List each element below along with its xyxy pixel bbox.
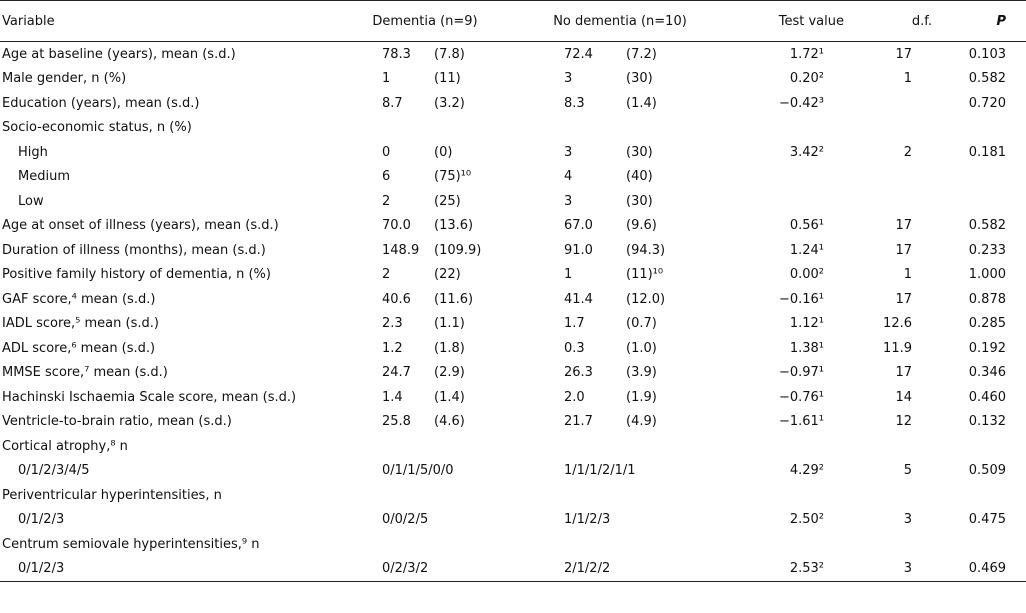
row-test-value bbox=[720, 165, 844, 190]
row-df: 5 bbox=[903, 463, 912, 479]
header-dementia: Dementia (n=9) bbox=[372, 13, 478, 29]
row-nodem-cell bbox=[520, 557, 720, 582]
row-df: 1 bbox=[903, 267, 912, 283]
row-nodem-sd: (7.2) bbox=[626, 46, 657, 62]
row-dem-sd: (3.2) bbox=[434, 95, 465, 111]
row-dem-cell bbox=[330, 67, 520, 92]
row-dem-cell bbox=[330, 140, 520, 165]
row-nodem-value: 2.0 bbox=[564, 389, 585, 405]
row-dem-cell bbox=[330, 238, 520, 263]
row-dem-sd: (2.9) bbox=[434, 365, 465, 381]
row-variable: 0/1/2/3/4/5 bbox=[18, 463, 90, 479]
row-nodem-value: 3 bbox=[564, 144, 573, 160]
row-dem-cell bbox=[330, 434, 520, 459]
row-dem-value: 0/2/3/2 bbox=[382, 561, 429, 577]
row-dem-value: 1.4 bbox=[382, 389, 403, 405]
row-nodem-cell bbox=[520, 263, 720, 288]
table-row bbox=[0, 312, 1026, 337]
header-p: P bbox=[996, 13, 1006, 29]
header-no-dementia: No dementia (n=10) bbox=[553, 13, 687, 29]
row-dem-cell bbox=[330, 459, 520, 484]
row-test-value: 1.12¹ bbox=[789, 316, 824, 332]
header-df: d.f. bbox=[911, 13, 932, 29]
row-dem-value: 148.9 bbox=[382, 242, 420, 258]
row-dem-value: 6 bbox=[382, 169, 391, 185]
row-dem-cell bbox=[330, 410, 520, 435]
row-nodem-cell bbox=[520, 214, 720, 239]
row-test-value bbox=[720, 189, 844, 214]
row-test-value: 0.00² bbox=[789, 267, 824, 283]
row-dem-sd: (7.8) bbox=[434, 46, 465, 62]
row-dem-sd: (0) bbox=[434, 144, 453, 160]
row-dem-cell bbox=[330, 91, 520, 116]
row-df: 12.6 bbox=[883, 316, 912, 332]
table-row bbox=[0, 459, 1026, 484]
row-dem-sd: (11) bbox=[434, 71, 461, 87]
row-dem-value: 2 bbox=[382, 193, 391, 209]
row-nodem-sd: (1.4) bbox=[626, 95, 657, 111]
row-dem-cell bbox=[330, 532, 520, 557]
row-nodem-sd: (4.9) bbox=[626, 414, 657, 430]
row-nodem-cell bbox=[520, 42, 720, 67]
row-nodem-cell bbox=[520, 508, 720, 533]
row-variable: GAF score,⁴ mean (s.d.) bbox=[2, 291, 156, 307]
row-variable: Periventricular hyperintensities, n bbox=[2, 487, 222, 503]
row-p bbox=[932, 532, 1026, 557]
row-dem-value: 8.7 bbox=[382, 95, 403, 111]
row-nodem-value: 41.4 bbox=[564, 291, 593, 307]
row-p: 0.469 bbox=[968, 561, 1006, 577]
row-nodem-value: 67.0 bbox=[564, 218, 593, 234]
row-variable: 0/1/2/3 bbox=[18, 561, 65, 577]
row-nodem-value: 4 bbox=[564, 169, 573, 185]
row-test-value: −0.42³ bbox=[778, 95, 824, 111]
row-variable: 0/1/2/3 bbox=[18, 512, 65, 528]
row-dem-cell bbox=[330, 189, 520, 214]
row-df bbox=[844, 434, 932, 459]
row-dem-cell bbox=[330, 42, 520, 67]
row-nodem-sd: (1.0) bbox=[626, 340, 657, 356]
row-nodem-cell bbox=[520, 532, 720, 557]
table-row bbox=[0, 557, 1026, 582]
row-dem-sd: (22) bbox=[434, 267, 461, 283]
row-df: 17 bbox=[895, 218, 912, 234]
row-test-value bbox=[720, 434, 844, 459]
row-test-value: 0.20² bbox=[789, 71, 824, 87]
row-p: 0.285 bbox=[968, 316, 1006, 332]
row-nodem-cell bbox=[520, 483, 720, 508]
table-row bbox=[0, 336, 1026, 361]
row-nodem-cell bbox=[520, 361, 720, 386]
row-nodem-cell bbox=[520, 410, 720, 435]
row-dem-value: 2.3 bbox=[382, 316, 403, 332]
row-dem-value: 1.2 bbox=[382, 340, 403, 356]
row-nodem-cell bbox=[520, 91, 720, 116]
row-nodem-cell bbox=[520, 165, 720, 190]
row-dem-sd: (1.8) bbox=[434, 340, 465, 356]
row-nodem-value: 91.0 bbox=[564, 242, 593, 258]
row-nodem-value: 2/1/2/2 bbox=[564, 561, 611, 577]
row-dem-sd: (1.4) bbox=[434, 389, 465, 405]
row-nodem-sd: (9.6) bbox=[626, 218, 657, 234]
row-nodem-cell bbox=[520, 67, 720, 92]
row-df bbox=[844, 165, 932, 190]
row-nodem-sd: (30) bbox=[626, 71, 653, 87]
row-p bbox=[932, 434, 1026, 459]
row-nodem-sd: (94.3) bbox=[626, 242, 666, 258]
row-variable: Duration of illness (months), mean (s.d.) bbox=[2, 242, 266, 258]
header-variable: Variable bbox=[2, 13, 55, 29]
table-row bbox=[0, 67, 1026, 92]
row-test-value bbox=[720, 532, 844, 557]
row-dem-value: 24.7 bbox=[382, 365, 411, 381]
row-dem-sd: (25) bbox=[434, 193, 461, 209]
row-variable: Hachinski Ischaemia Scale score, mean (s.d.) bbox=[2, 389, 297, 405]
row-dem-value: 2 bbox=[382, 267, 391, 283]
table-row bbox=[0, 385, 1026, 410]
row-dem-cell bbox=[330, 116, 520, 141]
row-nodem-sd: (30) bbox=[626, 193, 653, 209]
row-test-value bbox=[720, 116, 844, 141]
row-df bbox=[844, 91, 932, 116]
row-nodem-value: 72.4 bbox=[564, 46, 593, 62]
row-variable: Socio-economic status, n (%) bbox=[2, 120, 192, 136]
row-test-value: 1.24¹ bbox=[789, 242, 824, 258]
row-nodem-value: 3 bbox=[564, 193, 573, 209]
table-row bbox=[0, 214, 1026, 239]
row-p: 0.582 bbox=[968, 71, 1006, 87]
row-df: 17 bbox=[895, 46, 912, 62]
row-dem-cell bbox=[330, 214, 520, 239]
row-variable: IADL score,⁵ mean (s.d.) bbox=[2, 316, 159, 332]
row-df: 12 bbox=[895, 414, 912, 430]
row-variable: Low bbox=[18, 193, 44, 209]
row-dem-value: 70.0 bbox=[382, 218, 411, 234]
row-dem-cell bbox=[330, 557, 520, 582]
row-test-value: 2.50² bbox=[789, 512, 824, 528]
table-row bbox=[0, 238, 1026, 263]
row-variable: Positive family history of dementia, n (%) bbox=[2, 267, 271, 283]
row-df bbox=[844, 483, 932, 508]
row-p: 0.460 bbox=[968, 389, 1006, 405]
row-dem-sd: (11.6) bbox=[434, 291, 474, 307]
row-dem-value: 25.8 bbox=[382, 414, 411, 430]
row-dem-cell bbox=[330, 361, 520, 386]
row-df bbox=[844, 116, 932, 141]
row-dem-cell bbox=[330, 385, 520, 410]
row-test-value: 3.42² bbox=[789, 144, 824, 160]
table-row bbox=[0, 42, 1026, 67]
row-nodem-cell bbox=[520, 434, 720, 459]
row-variable: Ventricle-to-brain ratio, mean (s.d.) bbox=[2, 414, 232, 430]
row-dem-cell bbox=[330, 287, 520, 312]
row-p: 0.346 bbox=[968, 365, 1006, 381]
row-nodem-cell bbox=[520, 140, 720, 165]
table-row bbox=[0, 287, 1026, 312]
row-test-value: 1.72¹ bbox=[789, 46, 824, 62]
row-df bbox=[844, 532, 932, 557]
row-nodem-value: 26.3 bbox=[564, 365, 593, 381]
row-df: 2 bbox=[903, 144, 912, 160]
table-body bbox=[0, 42, 1026, 582]
row-nodem-sd: (30) bbox=[626, 144, 653, 160]
row-dem-value: 1 bbox=[382, 71, 391, 87]
row-p bbox=[932, 116, 1026, 141]
row-nodem-cell bbox=[520, 238, 720, 263]
row-p: 0.181 bbox=[968, 144, 1006, 160]
row-nodem-sd: (11)¹⁰ bbox=[626, 267, 664, 283]
row-test-value: 0.56¹ bbox=[789, 218, 824, 234]
row-test-value: −0.76¹ bbox=[778, 389, 824, 405]
row-df: 17 bbox=[895, 242, 912, 258]
table-row bbox=[0, 410, 1026, 435]
table-row bbox=[0, 532, 1026, 557]
table-row bbox=[0, 361, 1026, 386]
row-test-value: −0.97¹ bbox=[778, 365, 824, 381]
row-p: 0.192 bbox=[968, 340, 1006, 356]
row-p: 1.000 bbox=[968, 267, 1006, 283]
table-row bbox=[0, 189, 1026, 214]
row-nodem-cell bbox=[520, 336, 720, 361]
row-dem-value: 78.3 bbox=[382, 46, 411, 62]
table-row bbox=[0, 263, 1026, 288]
row-variable: Cortical atrophy,⁸ n bbox=[2, 438, 128, 454]
row-p: 0.720 bbox=[968, 95, 1006, 111]
row-nodem-value: 1.7 bbox=[564, 316, 585, 332]
table-row bbox=[0, 165, 1026, 190]
table-row bbox=[0, 483, 1026, 508]
row-nodem-value: 1/1/1/2/1/1 bbox=[564, 463, 636, 479]
row-df: 3 bbox=[903, 512, 912, 528]
row-test-value: 2.53² bbox=[789, 561, 824, 577]
row-p bbox=[932, 165, 1026, 190]
table-row bbox=[0, 116, 1026, 141]
row-nodem-cell bbox=[520, 385, 720, 410]
row-dem-value: 40.6 bbox=[382, 291, 411, 307]
header-row bbox=[0, 1, 1026, 42]
row-nodem-sd: (0.7) bbox=[626, 316, 657, 332]
row-nodem-value: 3 bbox=[564, 71, 573, 87]
row-df bbox=[844, 189, 932, 214]
row-variable: Age at onset of illness (years), mean (s.d.) bbox=[2, 218, 279, 234]
row-test-value: −0.16¹ bbox=[778, 291, 824, 307]
row-dem-cell bbox=[330, 508, 520, 533]
header-test-value: Test value bbox=[778, 13, 844, 29]
row-nodem-value: 1/1/2/3 bbox=[564, 512, 611, 528]
row-variable: ADL score,⁶ mean (s.d.) bbox=[2, 340, 156, 356]
row-dem-value: 0 bbox=[382, 144, 391, 160]
row-df: 3 bbox=[903, 561, 912, 577]
row-p: 0.475 bbox=[968, 512, 1006, 528]
row-variable: Male gender, n (%) bbox=[2, 71, 127, 87]
row-nodem-cell bbox=[520, 459, 720, 484]
row-df: 11.9 bbox=[883, 340, 912, 356]
row-dem-value: 0/1/1/5/0/0 bbox=[382, 463, 454, 479]
row-nodem-value: 8.3 bbox=[564, 95, 585, 111]
row-test-value bbox=[720, 483, 844, 508]
row-test-value: −1.61¹ bbox=[778, 414, 824, 430]
row-variable: High bbox=[18, 144, 48, 160]
row-nodem-sd: (3.9) bbox=[626, 365, 657, 381]
row-dem-sd: (75)¹⁰ bbox=[434, 169, 472, 185]
row-nodem-value: 0.3 bbox=[564, 340, 585, 356]
row-p bbox=[932, 189, 1026, 214]
row-nodem-value: 1 bbox=[564, 267, 573, 283]
row-df: 14 bbox=[895, 389, 912, 405]
row-p: 0.509 bbox=[968, 463, 1006, 479]
row-test-value: 1.38¹ bbox=[789, 340, 824, 356]
row-dem-cell bbox=[330, 165, 520, 190]
table-row bbox=[0, 91, 1026, 116]
row-nodem-sd: (12.0) bbox=[626, 291, 666, 307]
row-variable: Centrum semiovale hyperintensities,⁹ n bbox=[2, 536, 260, 552]
row-dem-cell bbox=[330, 483, 520, 508]
row-p: 0.878 bbox=[968, 291, 1006, 307]
row-test-value: 4.29² bbox=[789, 463, 824, 479]
row-nodem-sd: (40) bbox=[626, 169, 653, 185]
row-p: 0.132 bbox=[968, 414, 1006, 430]
row-dem-sd: (109.9) bbox=[434, 242, 482, 258]
row-variable: Age at baseline (years), mean (s.d.) bbox=[2, 46, 236, 62]
row-dem-cell bbox=[330, 263, 520, 288]
row-df: 1 bbox=[903, 71, 912, 87]
row-variable: Medium bbox=[18, 169, 70, 185]
row-nodem-sd: (1.9) bbox=[626, 389, 657, 405]
table-row bbox=[0, 508, 1026, 533]
row-nodem-cell bbox=[520, 189, 720, 214]
row-dem-sd: (13.6) bbox=[434, 218, 474, 234]
row-variable: Education (years), mean (s.d.) bbox=[2, 95, 200, 111]
row-dem-sd: (1.1) bbox=[434, 316, 465, 332]
row-nodem-cell bbox=[520, 312, 720, 337]
row-nodem-cell bbox=[520, 287, 720, 312]
row-nodem-cell bbox=[520, 116, 720, 141]
row-df: 17 bbox=[895, 291, 912, 307]
row-df: 17 bbox=[895, 365, 912, 381]
row-p: 0.233 bbox=[968, 242, 1006, 258]
table-row bbox=[0, 434, 1026, 459]
row-p bbox=[932, 483, 1026, 508]
row-dem-value: 0/0/2/5 bbox=[382, 512, 429, 528]
row-nodem-value: 21.7 bbox=[564, 414, 593, 430]
table-row bbox=[0, 140, 1026, 165]
row-p: 0.103 bbox=[968, 46, 1006, 62]
row-p: 0.582 bbox=[968, 218, 1006, 234]
row-dem-cell bbox=[330, 336, 520, 361]
row-dem-sd: (4.6) bbox=[434, 414, 465, 430]
row-dem-cell bbox=[330, 312, 520, 337]
row-variable: MMSE score,⁷ mean (s.d.) bbox=[2, 365, 168, 381]
